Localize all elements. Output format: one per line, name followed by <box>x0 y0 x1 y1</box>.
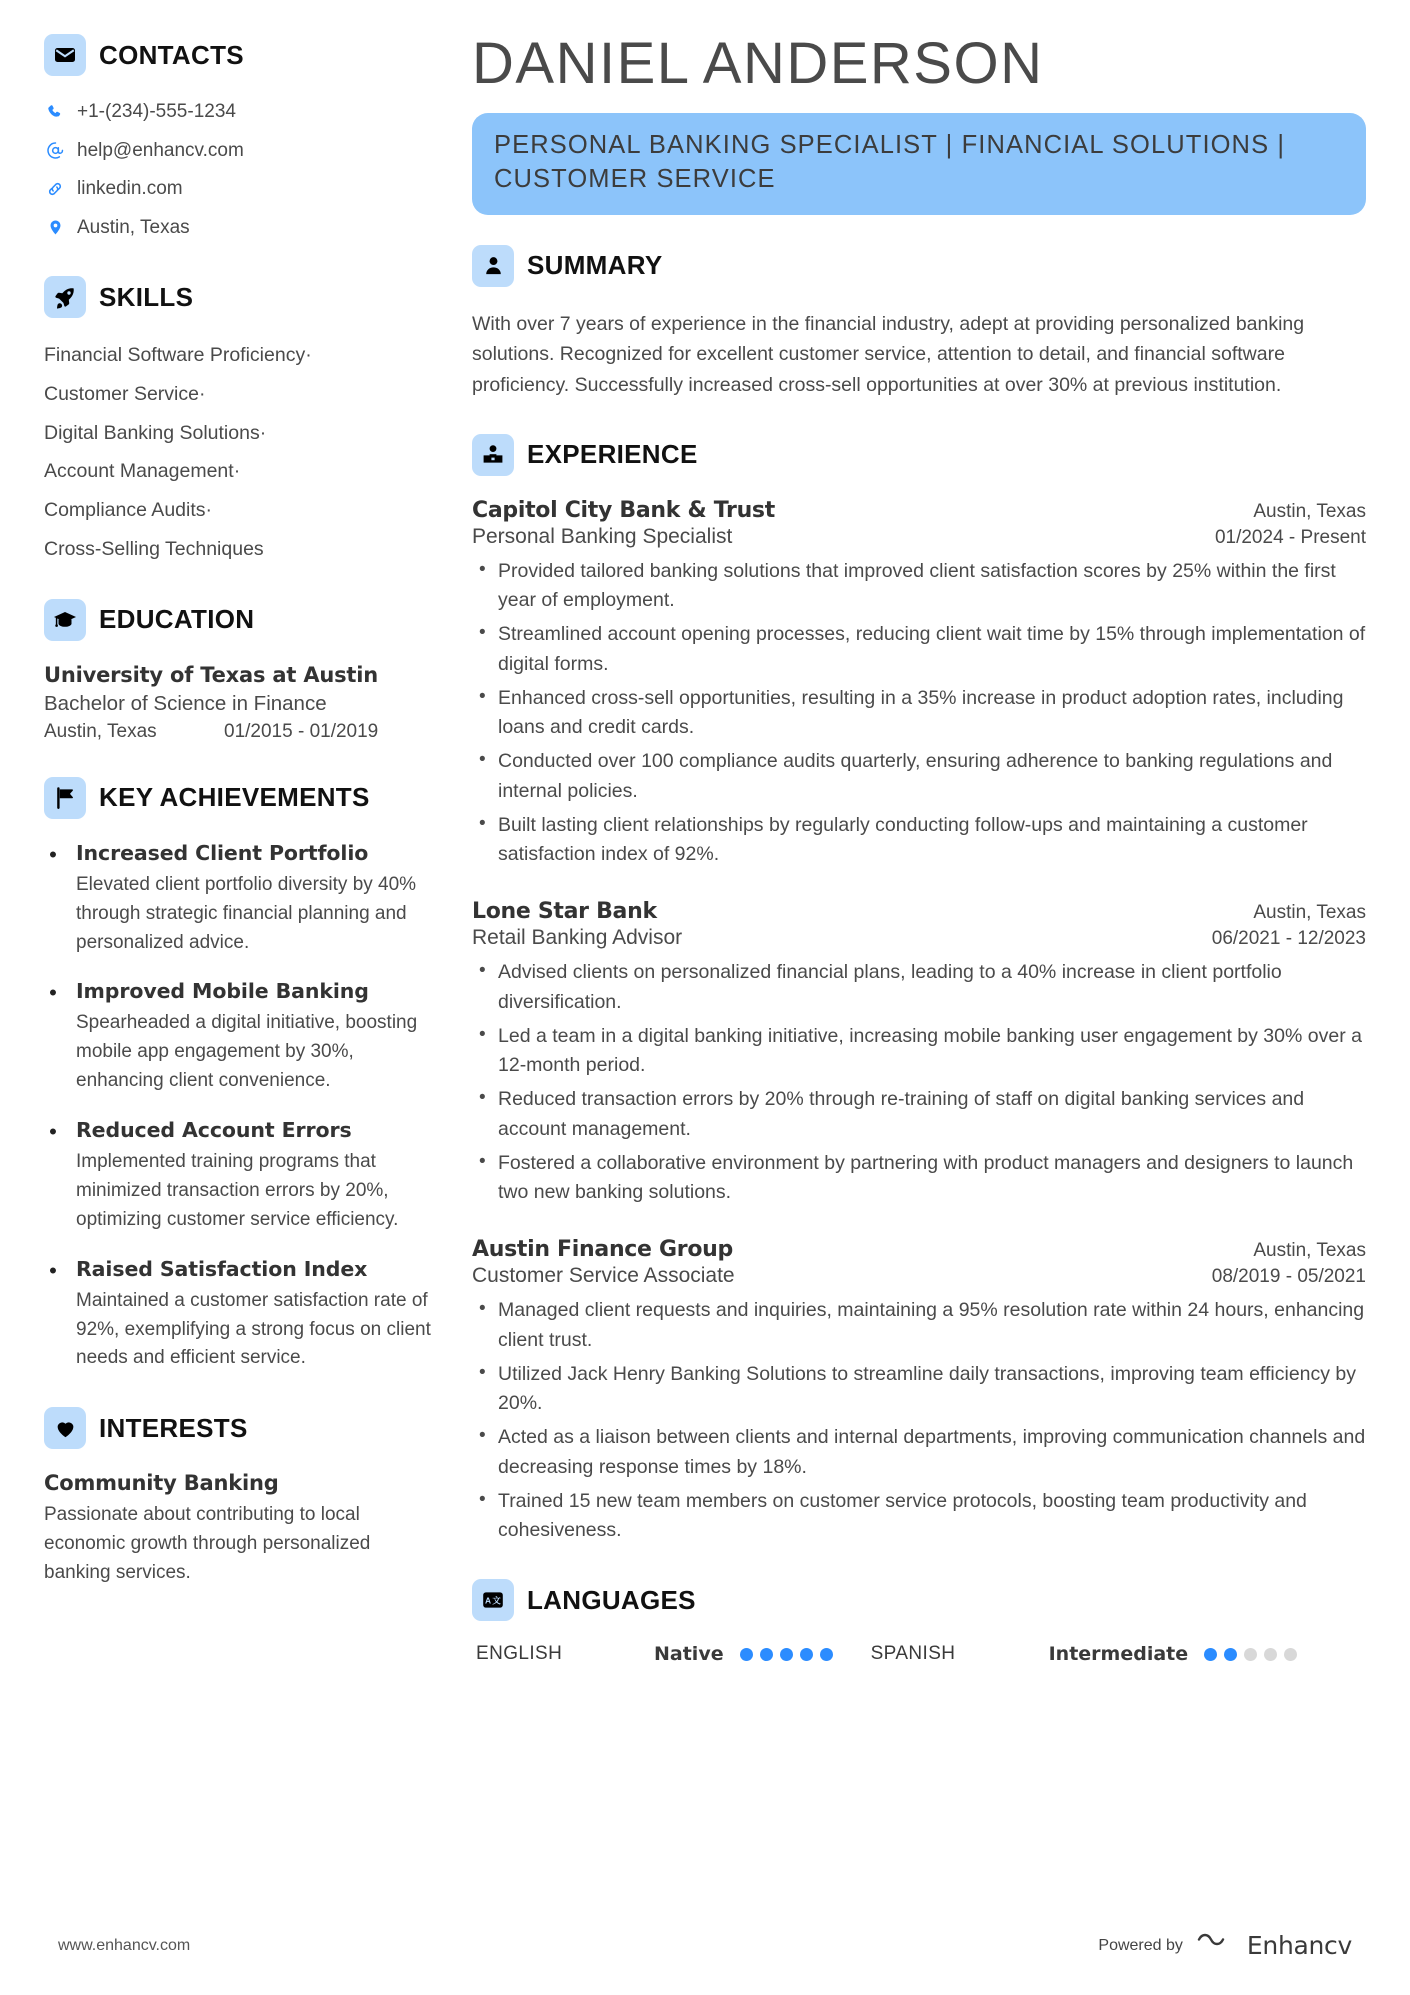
proficiency-dot <box>1264 1648 1277 1661</box>
interest-text: Passionate about contributing to local economic growth through personalized banking services. <box>44 1504 371 1584</box>
experience-bullets <box>472 1296 1366 1545</box>
achievement-text: Implemented training programs that minimized transaction errors by 20%, optimizing customer service efficiency. <box>76 1151 399 1230</box>
experience-dates: 08/2019 - 05/2021 <box>1211 1266 1366 1288</box>
achievement-title: Reduced Account Errors <box>76 1118 352 1143</box>
experience-role: Personal Banking Specialist <box>472 524 733 548</box>
experience-entry-header <box>472 1237 1366 1262</box>
education-meta <box>44 721 434 743</box>
language-level: Intermediate <box>1048 1643 1189 1666</box>
person-icon <box>472 245 514 287</box>
experience-location: Austin, Texas <box>1253 500 1366 522</box>
proficiency-dot <box>1244 1648 1257 1661</box>
experience-bullet: • Fostered a collaborative environment by partnering with product managers and designers to launch two new banking solutions. <box>472 1149 1366 1208</box>
experience-section <box>472 434 1366 1546</box>
interest-item <box>44 1471 434 1588</box>
experience-bullet: • Streamlined account opening processes, reducing client wait time by 15% through implementation of digital forms. <box>472 620 1366 679</box>
contact-link-value: linkedin.com <box>77 178 183 199</box>
summary-section <box>472 245 1366 400</box>
language-level: Native <box>654 1643 724 1666</box>
proficiency-dot <box>760 1648 773 1661</box>
experience-entry-subheader <box>472 924 1366 950</box>
interests-title: INTERESTS <box>99 1412 248 1443</box>
experience-role: Customer Service Associate <box>472 1264 735 1288</box>
skill-label: Digital Banking Solutions <box>44 421 260 444</box>
bullet-icon: • <box>49 980 57 1006</box>
job-title-banner <box>472 113 1366 215</box>
contact-email[interactable] <box>44 137 434 166</box>
enhancv-logo-icon <box>1195 1930 1235 1961</box>
education-dates: 01/2015 - 01/2019 <box>224 720 379 742</box>
skill-item <box>44 495 434 526</box>
footer-branding <box>1098 1930 1352 1961</box>
contact-email-value: help@enhancv.com <box>77 139 244 161</box>
achievement-item <box>44 1257 434 1374</box>
experience-entry <box>472 498 1366 870</box>
skill-item <box>44 456 434 487</box>
proficiency-dot <box>780 1648 793 1661</box>
achievement-text: Maintained a customer satisfaction rate of 92%, exemplifying a strong focus on client needs and efficient service. <box>76 1289 431 1369</box>
skill-item <box>44 340 434 371</box>
envelope-icon <box>44 34 86 76</box>
contacts-title: CONTACTS <box>99 39 244 70</box>
achievement-title: Increased Client Portfolio <box>76 840 369 865</box>
experience-bullet: • Acted as a liaison between clients and internal departments, improving communication channels and decreasing response times by 18%. <box>472 1423 1366 1482</box>
briefcase-person-icon <box>472 434 514 476</box>
experience-entry-header <box>472 899 1366 924</box>
brand-name: Enhancv <box>1246 1931 1352 1960</box>
contact-location-value: Austin, Texas <box>77 216 190 238</box>
experience-dates: 01/2024 - Present <box>1214 526 1366 548</box>
education-heading <box>44 599 434 641</box>
achievements-title: KEY ACHIEVEMENTS <box>99 782 370 813</box>
education-entry <box>44 663 434 743</box>
languages-section <box>472 1579 1366 1665</box>
experience-bullet: • Conducted over 100 compliance audits quarterly, ensuring adherence to banking regulations and internal policies. <box>472 747 1366 806</box>
page-footer <box>0 1930 1410 1961</box>
experience-title: EXPERIENCE <box>527 439 698 470</box>
skills-section <box>44 276 434 565</box>
experience-entry <box>472 899 1366 1207</box>
experience-bullet: • Reduced transaction errors by 20% through re-training of staff on digital banking services and account management. <box>472 1085 1366 1144</box>
experience-bullet: • Utilized Jack Henry Banking Solutions to streamline daily transactions, improving team efficiency by 20%. <box>472 1360 1366 1419</box>
languages-title: LANGUAGES <box>527 1584 696 1615</box>
skill-separator: · <box>198 382 206 405</box>
experience-entry-subheader <box>472 1262 1366 1288</box>
experience-bullet: • Enhanced cross-sell opportunities, resulting in a 35% increase in product adoption rates, including loans and credit cards. <box>472 684 1366 743</box>
education-degree: Bachelor of Science in Finance <box>44 691 327 715</box>
experience-company: Austin Finance Group <box>472 1237 733 1263</box>
experience-bullet: • Managed client requests and inquiries, maintaining a 95% resolution rate within 24 hours, enhancing client trust. <box>472 1296 1366 1355</box>
achievements-section <box>44 777 434 1374</box>
skill-separator: · <box>259 421 267 444</box>
powered-by-label: Powered by <box>1098 1936 1183 1954</box>
achievement-text: Spearheaded a digital initiative, boosting mobile app engagement by 30%, enhancing client convenience. <box>76 1012 418 1092</box>
right-column <box>464 31 1366 1699</box>
achievement-text: Elevated client portfolio diversity by 40% through strategic financial planning and personalized advice. <box>76 873 417 953</box>
proficiency-dot <box>740 1648 753 1661</box>
experience-bullet: • Led a team in a digital banking initiative, increasing mobile banking user engagement by 30% over a 12-month period. <box>472 1022 1366 1081</box>
at-icon <box>44 141 66 160</box>
svg-text:A: A <box>484 1595 492 1606</box>
experience-bullet: • Advised clients on personalized financial plans, leading to a 40% increase in client portfolio diversification. <box>472 958 1366 1017</box>
translate-icon <box>472 1579 514 1621</box>
skill-label: Customer Service <box>44 382 199 405</box>
experience-bullet: • Built lasting client relationships by regularly conducting follow-ups and maintaining a customer satisfaction index of 92%. <box>472 811 1366 870</box>
experience-role: Retail Banking Advisor <box>472 926 683 950</box>
achievement-item <box>44 841 434 958</box>
language-proficiency-dots <box>1204 1648 1297 1661</box>
contact-phone[interactable] <box>44 98 434 127</box>
experience-entry <box>472 1237 1366 1545</box>
achievement-item <box>44 1118 434 1235</box>
skill-separator: · <box>305 344 312 366</box>
svg-text:文: 文 <box>492 1595 501 1606</box>
summary-text: With over 7 years of experience in the financial industry, adept at providing personalized banking solutions. Recognized for excellent customer service, attention to detail, and financial software proficiency. Successfully increased cross-sell opportunities at over 30% at previous institution. <box>472 312 1305 396</box>
rocket-icon <box>44 276 86 318</box>
skills-heading <box>44 276 434 318</box>
achievements-heading <box>44 777 434 819</box>
experience-location: Austin, Texas <box>1253 1240 1366 1262</box>
bullet-icon: • <box>49 1119 57 1145</box>
language-proficiency-dots <box>740 1648 833 1661</box>
contact-location <box>44 214 434 243</box>
proficiency-dot <box>1204 1648 1217 1661</box>
experience-bullets <box>472 958 1366 1207</box>
achievement-title: Raised Satisfaction Index <box>76 1256 368 1281</box>
achievement-item <box>44 979 434 1096</box>
heart-icon <box>44 1407 86 1449</box>
experience-company: Capitol City Bank & Trust <box>472 497 775 523</box>
location-pin-icon <box>44 219 66 236</box>
proficiency-dot <box>820 1648 833 1661</box>
education-section <box>44 599 434 743</box>
proficiency-dot <box>1284 1648 1297 1661</box>
bullet-icon: • <box>49 1257 57 1283</box>
contacts-section <box>44 34 434 242</box>
skill-separator: · <box>233 460 241 483</box>
skill-label: Account Management <box>44 460 234 483</box>
education-location: Austin, Texas <box>44 720 157 742</box>
skill-item <box>44 379 434 410</box>
graduation-cap-icon <box>44 599 86 641</box>
phone-icon <box>44 103 66 121</box>
contact-phone-value: +1-(234)-555-1234 <box>77 101 236 122</box>
language-name: SPANISH <box>870 1643 956 1665</box>
achievement-title: Improved Mobile Banking <box>76 979 369 1004</box>
interest-title: Community Banking <box>44 1471 279 1496</box>
skill-item <box>44 534 434 565</box>
page-title: DANIEL ANDERSON <box>472 31 1044 96</box>
experience-entry-subheader <box>472 523 1366 549</box>
left-column <box>44 34 464 1622</box>
experience-bullet: • Trained 15 new team members on customer service protocols, boosting team productivity and cohesiveness. <box>472 1487 1366 1546</box>
interests-section <box>44 1407 434 1588</box>
skill-label: Compliance Audits <box>44 499 206 522</box>
experience-bullets <box>472 557 1366 870</box>
footer-url[interactable]: www.enhancv.com <box>58 1936 191 1954</box>
experience-dates: 06/2021 - 12/2023 <box>1211 928 1366 950</box>
languages-heading <box>472 1579 1366 1621</box>
bullet-icon: • <box>49 841 57 867</box>
skill-item <box>44 418 434 449</box>
education-school: University of Texas at Austin <box>44 662 379 687</box>
contacts-heading <box>44 34 434 76</box>
skill-label: Cross-Selling Techniques <box>44 537 264 560</box>
experience-entry-header <box>472 498 1366 523</box>
summary-heading <box>472 245 1366 287</box>
experience-company: Lone Star Bank <box>472 899 657 925</box>
experience-heading <box>472 434 1366 476</box>
proficiency-dot <box>1224 1648 1237 1661</box>
proficiency-dot <box>800 1648 813 1661</box>
job-title-text: PERSONAL BANKING SPECIALIST | FINANCIAL SOLUTIONS | CUSTOMER SERVICE <box>494 130 1286 193</box>
summary-title: SUMMARY <box>527 250 663 281</box>
language-name: ENGLISH <box>476 1643 563 1665</box>
skill-separator: · <box>205 499 213 522</box>
skill-label: Financial Software Proficiency <box>44 344 306 366</box>
interests-heading <box>44 1407 434 1449</box>
languages-row <box>472 1643 1366 1665</box>
flag-icon <box>44 777 86 819</box>
education-title: EDUCATION <box>99 604 255 635</box>
link-icon <box>44 180 66 198</box>
experience-location: Austin, Texas <box>1253 902 1366 924</box>
contact-link[interactable] <box>44 175 434 204</box>
experience-bullet: • Provided tailored banking solutions that improved client satisfaction scores by 25% within the first year of employment. <box>472 557 1366 616</box>
skills-title: SKILLS <box>99 281 194 312</box>
